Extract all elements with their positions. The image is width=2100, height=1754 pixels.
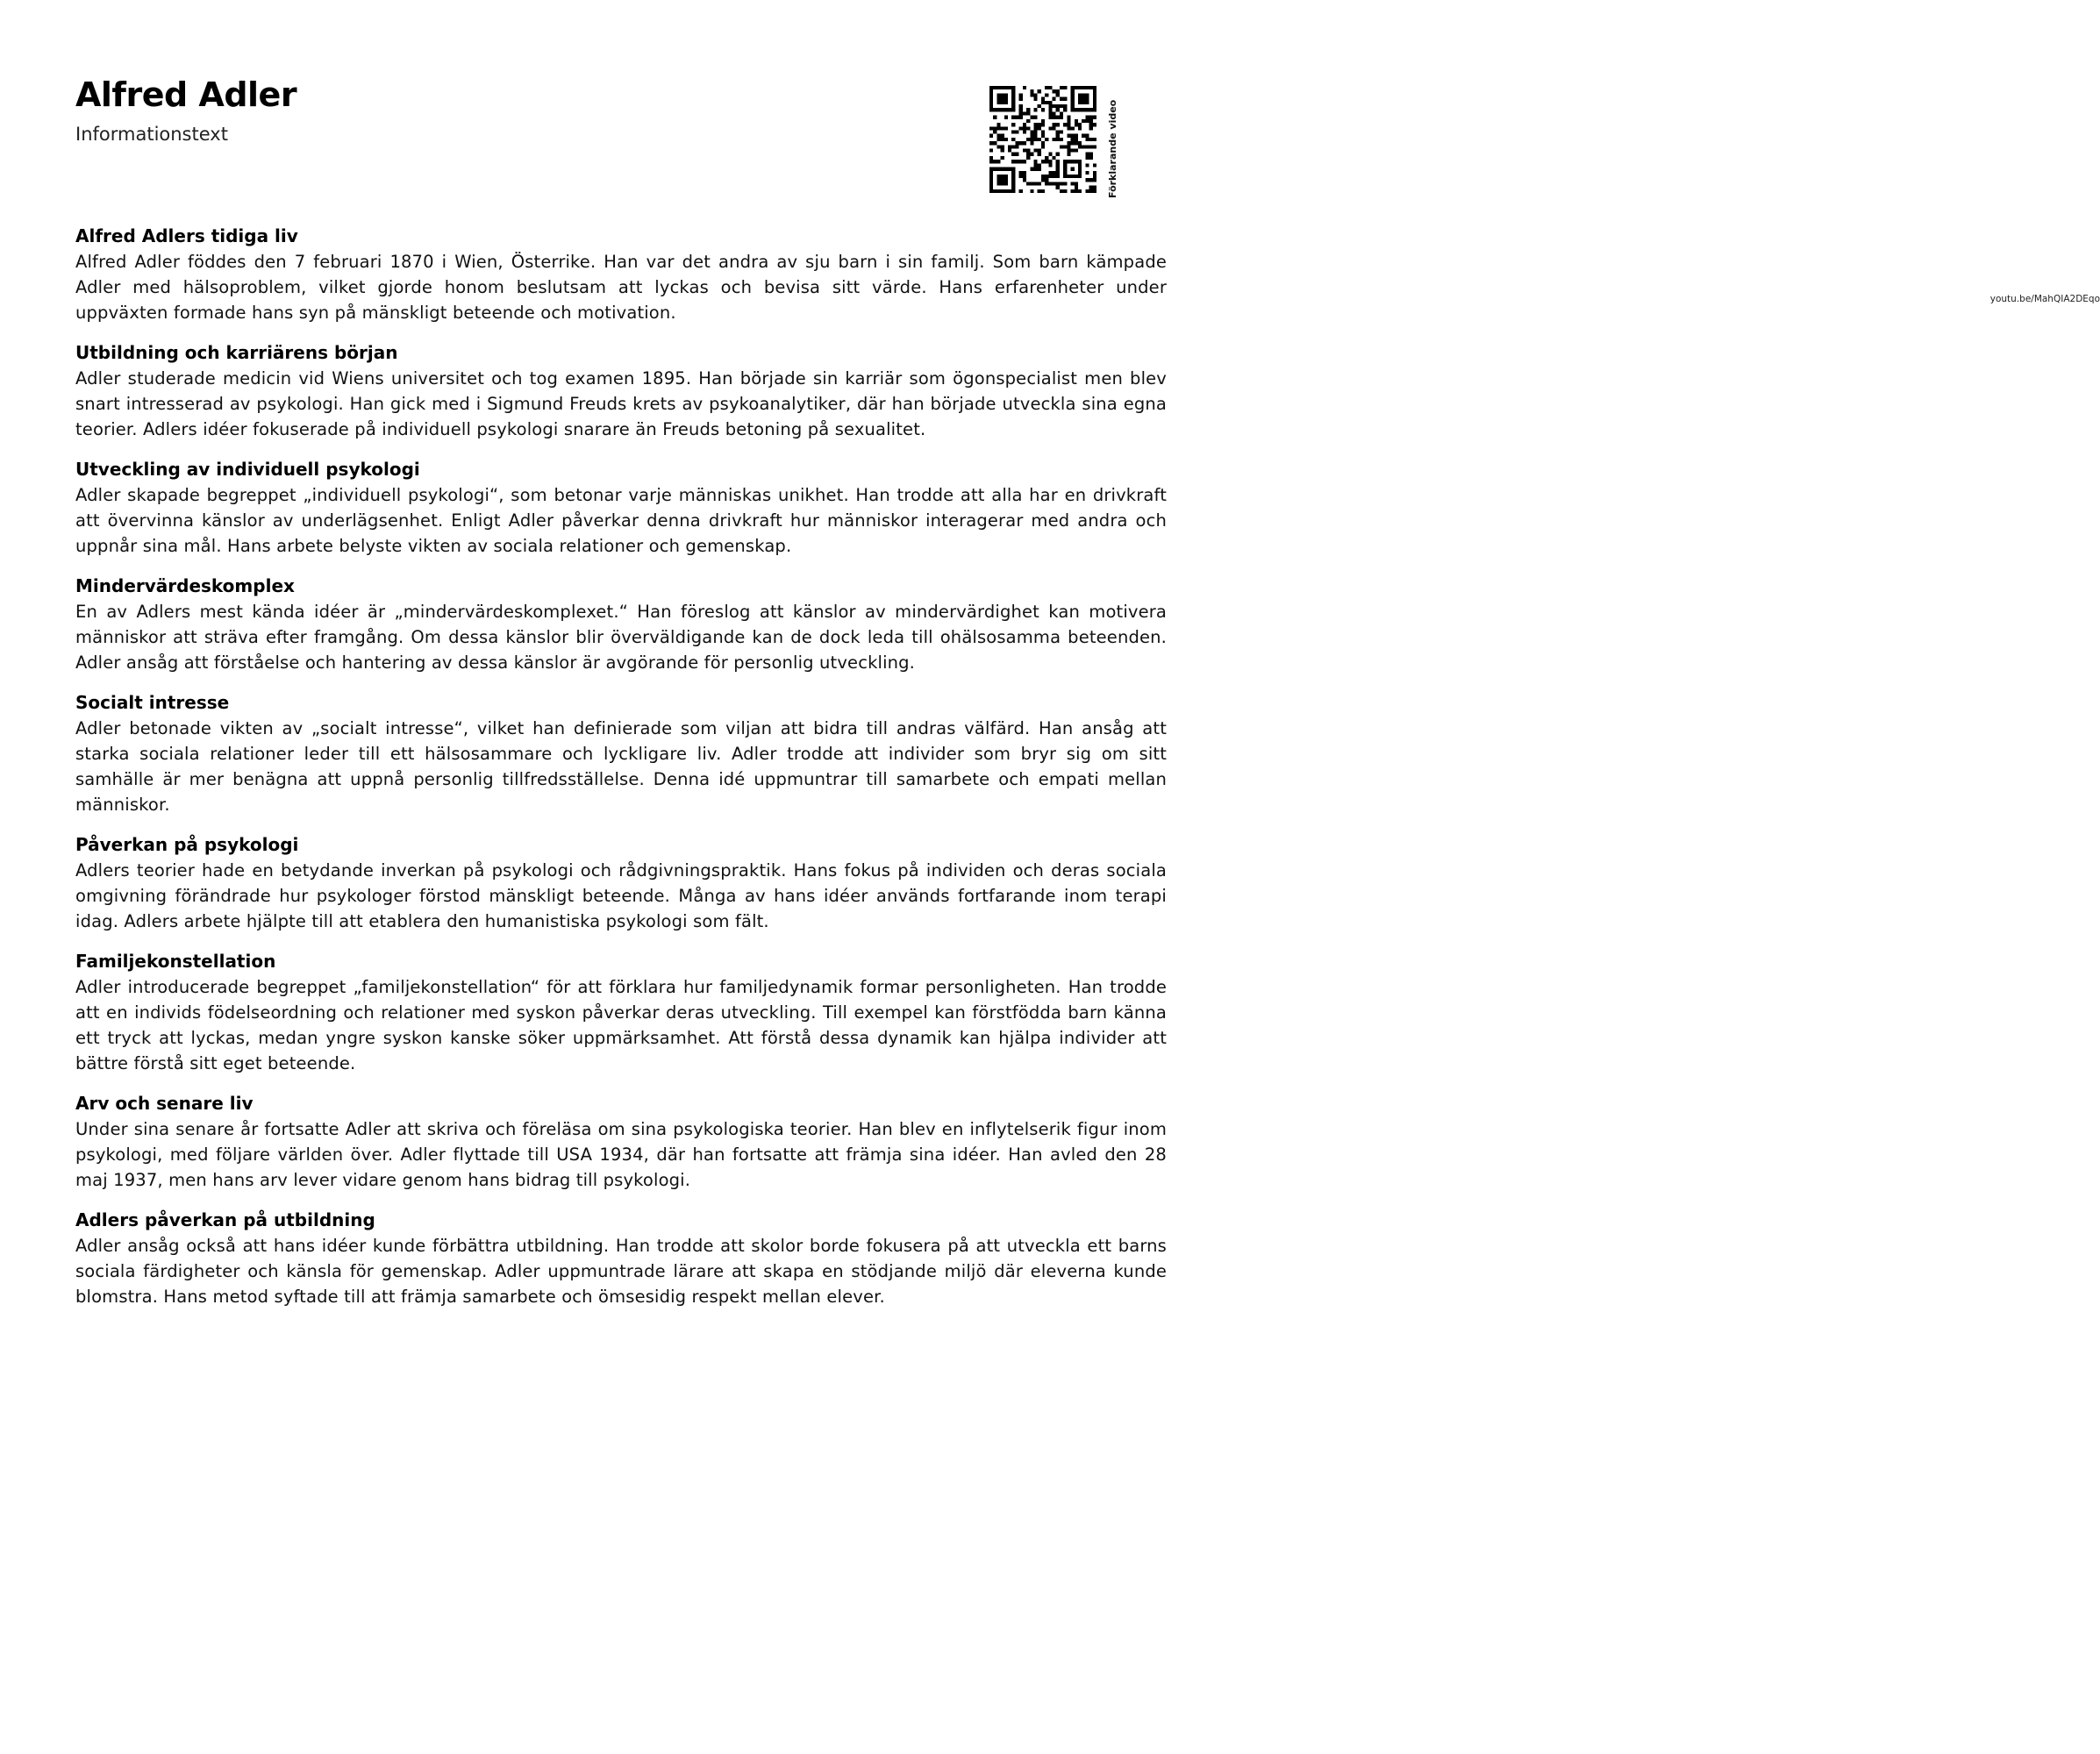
section-heading: Mindervärdeskomplex (75, 575, 295, 596)
qr-code-icon[interactable] (989, 86, 1096, 193)
section-individual-psychology (75, 457, 1167, 559)
section-paragraph: Under sina senare år fortsatte Adler att skriva och föreläsa om sina psykologiska teorier. Han blev en inflytelserik figur inom psykologi, med följare världen över. Adler flyttade till USA 1934, där han fortsatte att främja sina idéer. Han avled den 28 maj 1937, men hans arv lever vidare genom hans bidrag till psykologi. (75, 1119, 1167, 1190)
section-paragraph: Adler studerade medicin vid Wiens universitet och tog examen 1895. Han började sin karriär som ögonspecialist men blev snart intresserad av psykologi. Han gick med i Sigmund Freuds krets av psykoanalytiker, där han började utveckla sina egna teorier. Adlers idéer fokuserade på individuell psykologi snarare än Freuds betoning på sexualitet. (75, 368, 1167, 439)
section-early-life (75, 224, 1167, 325)
section-social-interest (75, 690, 1167, 817)
section-paragraph: En av Adlers mest kända idéer är „mindervärdeskomplexet.“ Han föreslog att känslor av mindervärdighet kan motivera människor att sträva efter framgång. Om dessa känslor blir överväldigande kan de dock leda till ohälsosamma beteenden. Adler ansåg att förståelse och hantering av dessa känslor är avgörande för personlig utveckling. (75, 602, 1167, 673)
qr-url[interactable]: youtu.be/MahQIA2DEqo (1989, 294, 2100, 304)
section-paragraph: Alfred Adler föddes den 7 februari 1870 i Wien, Österrike. Han var det andra av sju barn i sin familj. Som barn kämpade Adler med hälsoproblem, vilket gjorde honom beslutsam att lyckas och bevisa sitt värde. Hans erfarenheter under uppväxten formade hans syn på mänskligt beteende och motivation. (75, 252, 1167, 323)
section-education-career (75, 340, 1167, 442)
section-heading: Socialt intresse (75, 692, 230, 713)
section-education-impact (75, 1208, 1167, 1309)
qr-side-label: Förklarande video (1107, 99, 1118, 199)
document-body (75, 224, 1167, 1324)
section-heading: Påverkan på psykologi (75, 834, 299, 855)
section-heading: Utveckling av individuell psykologi (75, 459, 420, 480)
section-family-constellation (75, 949, 1167, 1076)
section-inferiority-complex (75, 574, 1167, 675)
page-title: Alfred Adler (75, 75, 297, 114)
section-paragraph: Adler betonade vikten av „socialt intresse“, vilket han definierade som viljan att bidra till andras välfärd. Han ansåg att starka sociala relationer leder till ett hälsosammare och lyckligare liv. Adler trodde att individer som bryr sig om sitt samhälle är mer benägna att uppnå personlig tillfredsställelse. Denna idé uppmuntrar till samarbete och empati mellan människor. (75, 718, 1167, 815)
section-heading: Arv och senare liv (75, 1093, 254, 1114)
page-subtitle: Informationstext (75, 124, 228, 145)
section-heading: Familjekonstellation (75, 951, 276, 972)
section-paragraph: Adler ansåg också att hans idéer kunde förbättra utbildning. Han trodde att skolor borde fokusera på att utveckla ett barns sociala färdigheter och känsla för gemenskap. Adler uppmuntrade lärare att skapa en stödjande miljö där eleverna kunde blomstra. Hans metod syftade till att främja samarbete och ömsesidig respekt mellan elever. (75, 1236, 1167, 1307)
section-paragraph: Adler introducerade begreppet „familjekonstellation“ för att förklara hur familjedynamik formar personligheten. Han trodde att en individs födelseordning och relationer med syskon påverkar deras utveckling. Till exempel kan förstfödda barn känna ett tryck att lyckas, medan yngre syskon kanske söker uppmärksamhet. Att förstå dessa dynamik kan hjälpa individer att bättre förstå sitt eget beteende. (75, 977, 1167, 1073)
section-heading: Utbildning och karriärens början (75, 342, 398, 363)
section-paragraph: Adler skapade begreppet „individuell psykologi“, som betonar varje människas unikhet. Han trodde att alla har en drivkraft att övervinna känslor av underlägsenhet. Enligt Adler påverkar denna drivkraft hur människor interagerar med andra och uppnår sina mål. Hans arbete belyste vikten av sociala relationer och gemenskap. (75, 485, 1167, 556)
section-legacy (75, 1091, 1167, 1193)
section-heading: Alfred Adlers tidiga liv (75, 225, 298, 246)
section-impact-psychology (75, 832, 1167, 934)
section-paragraph: Adlers teorier hade en betydande inverkan på psykologi och rådgivningspraktik. Hans fokus på individen och deras sociala omgivning förändrade hur psykologer förstod mänskligt beteende. Många av hans idéer används fortfarande inom terapi idag. Adlers arbete hjälpte till att etablera den humanistiska psykologi som fält. (75, 860, 1167, 931)
section-heading: Adlers påverkan på utbildning (75, 1209, 375, 1230)
